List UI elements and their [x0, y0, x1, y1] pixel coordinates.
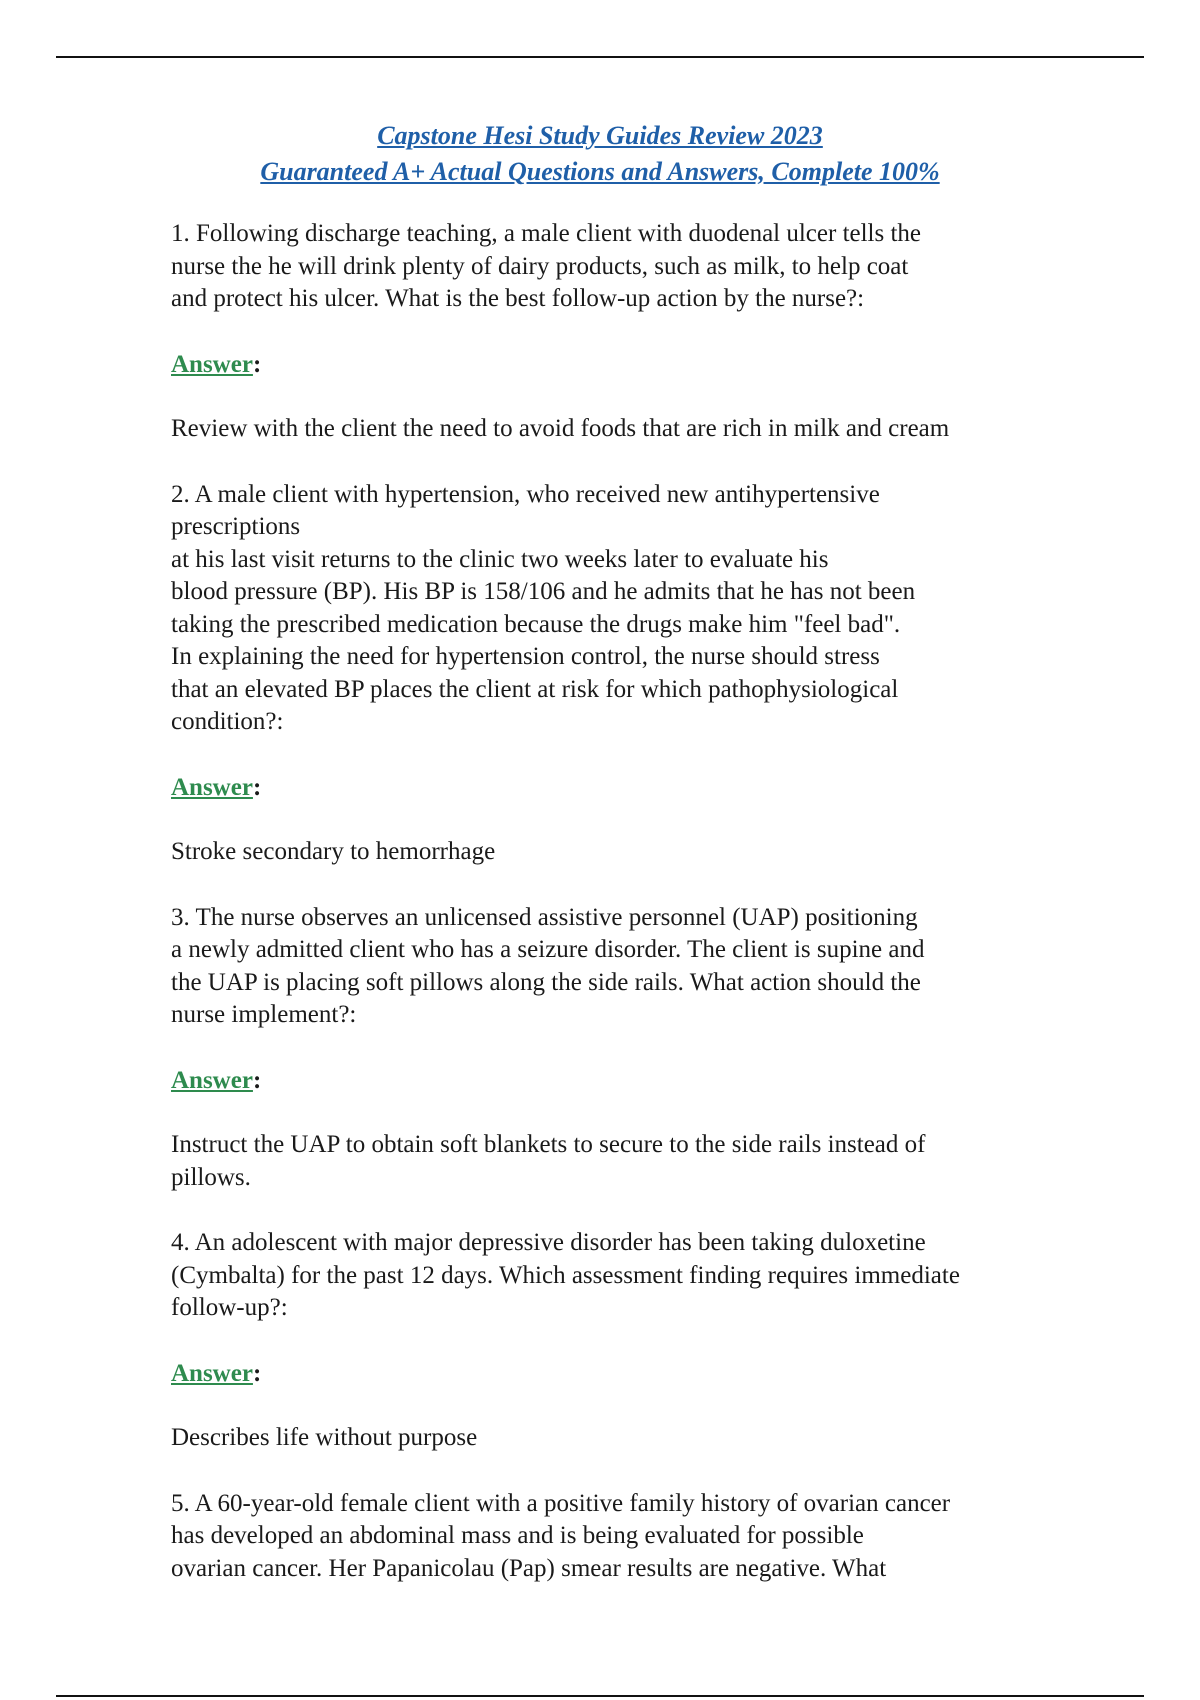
- answer-label: Answer:: [171, 1066, 262, 1094]
- answer-text: Stroke secondary to hemorrhage: [171, 838, 496, 865]
- question-text: 5. A 60-year-old female client with a positive family history of ovarian cancer has developed an abdominal mass and is being evaluated for possible ovarian cancer. Her Papanicolau (Pap) smear results are negative. What: [171, 1489, 951, 1582]
- top-rule: [56, 56, 1144, 58]
- question-text: 3. The nurse observes an unlicensed assistive personnel (UAP) positioning a newly admitted client who has a seizure disorder. The client is supine and the UAP is placing soft pillows along the side rails. What action should the nurse implement?:: [171, 903, 925, 1028]
- bottom-rule: [56, 1695, 1144, 1697]
- question-text: 2. A male client with hypertension, who received new antihypertensive prescriptions at his last visit returns to the clinic two weeks later to evaluate his blood pressure (BP). His BP is 158/106 and he admits that he has not been taking the prescribed medication because the drugs make him "feel bad". In explaining the need for hypertension control, the nurse should stress that an elevated BP places the client at risk for which pathophysiological condition?:: [171, 480, 916, 735]
- qa-item-3: [171, 902, 1071, 1195]
- answer-text: Instruct the UAP to obtain soft blankets to secure to the side rails instead of pillows.: [171, 1131, 926, 1191]
- qa-content: [171, 218, 1071, 1618]
- qa-item-1: [171, 218, 1071, 446]
- question-text: 4. An adolescent with major depressive disorder has been taking duloxetine (Cymbalta) for the past 12 days. Which assessment finding requires immediate follow-up?:: [171, 1229, 960, 1321]
- qa-item-4: [171, 1227, 1071, 1455]
- answer-label: Answer:: [171, 350, 262, 378]
- title-line-2: Guaranteed A+ Actual Questions and Answers, Complete 100%: [260, 157, 940, 186]
- title-line-1: Capstone Hesi Study Guides Review 2023: [377, 121, 823, 150]
- document-title: [0, 118, 1200, 190]
- answer-text: Describes life without purpose: [171, 1424, 478, 1451]
- answer-text: Review with the client the need to avoid foods that are rich in milk and cream: [171, 415, 950, 442]
- qa-item-5: [171, 1488, 1071, 1586]
- answer-label: Answer:: [171, 773, 262, 801]
- question-text: 1. Following discharge teaching, a male client with duodenal ulcer tells the nurse the he will drink plenty of dairy products, such as milk, to help coat and protect his ulcer. What is the best follow-up action by the nurse?:: [171, 220, 922, 312]
- answer-label: Answer:: [171, 1359, 262, 1387]
- qa-item-2: [171, 479, 1071, 869]
